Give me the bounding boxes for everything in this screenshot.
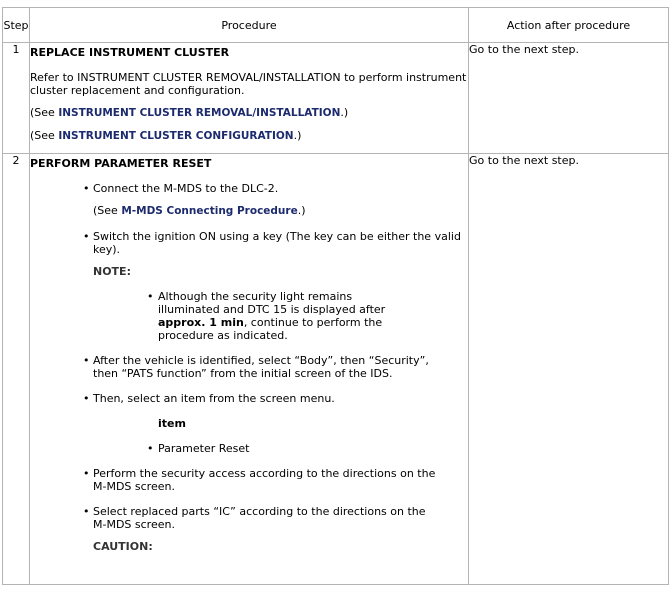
list-item: • Switch the ignition ON using a key (The key can be either the valid key). bbox=[30, 230, 468, 256]
see-reference: (See INSTRUMENT CLUSTER REMOVAL/INSTALLATION.) bbox=[30, 106, 349, 119]
procedure-table bbox=[2, 7, 669, 585]
list-item: • Then, select an item from the screen menu. bbox=[30, 392, 468, 405]
item-value: • Parameter Reset bbox=[30, 442, 468, 455]
step-number: 2 bbox=[3, 154, 30, 585]
step-title: PERFORM PARAMETER RESET bbox=[30, 157, 212, 170]
header-procedure: Procedure bbox=[30, 8, 469, 43]
see-reference: (See M-MDS Connecting Procedure.) bbox=[93, 204, 306, 217]
action-cell: Go to the next step. bbox=[469, 154, 669, 585]
list-item: • Connect the M-MDS to the DLC-2. bbox=[30, 182, 468, 195]
step-text: Refer to INSTRUMENT CLUSTER REMOVAL/INSTALLATION to perform instrument cluster replacement and configuration. bbox=[30, 71, 467, 97]
item-label: item bbox=[158, 417, 186, 430]
table-header-row bbox=[3, 8, 669, 43]
header-action: Action after procedure bbox=[469, 8, 669, 43]
link-instrument-cluster-configuration[interactable]: INSTRUMENT CLUSTER CONFIGURATION bbox=[58, 130, 294, 142]
step-number: 1 bbox=[3, 43, 30, 154]
action-cell: Go to the next step. bbox=[469, 43, 669, 154]
list-item: • After the vehicle is identified, select “Body”, then “Security”, then “PATS function” from the initial screen of the IDS. bbox=[30, 354, 468, 380]
note-label: NOTE: bbox=[93, 265, 131, 278]
procedure-cell bbox=[30, 43, 469, 154]
link-instrument-cluster-removal-installation[interactable]: INSTRUMENT CLUSTER REMOVAL/INSTALLATION bbox=[58, 107, 341, 119]
procedure-cell bbox=[30, 154, 469, 585]
table-row bbox=[3, 154, 669, 585]
header-step: Step bbox=[3, 8, 30, 43]
note-item: • Although the security light remains illuminated and DTC 15 is displayed after approx. 1 min, continue to perform the procedure as indicated. bbox=[30, 290, 468, 342]
link-m-mds-connecting-procedure[interactable]: M-MDS Connecting Procedure bbox=[121, 205, 298, 217]
list-item: • Perform the security access according to the directions on the M-MDS screen. bbox=[30, 467, 468, 493]
table-row bbox=[3, 43, 669, 154]
see-reference: (See INSTRUMENT CLUSTER CONFIGURATION.) bbox=[30, 129, 302, 142]
caution-label: CAUTION: bbox=[93, 540, 153, 553]
list-item: • Select replaced parts “IC” according to the directions on the M-MDS screen. bbox=[30, 505, 468, 531]
step-title: REPLACE INSTRUMENT CLUSTER bbox=[30, 46, 230, 59]
